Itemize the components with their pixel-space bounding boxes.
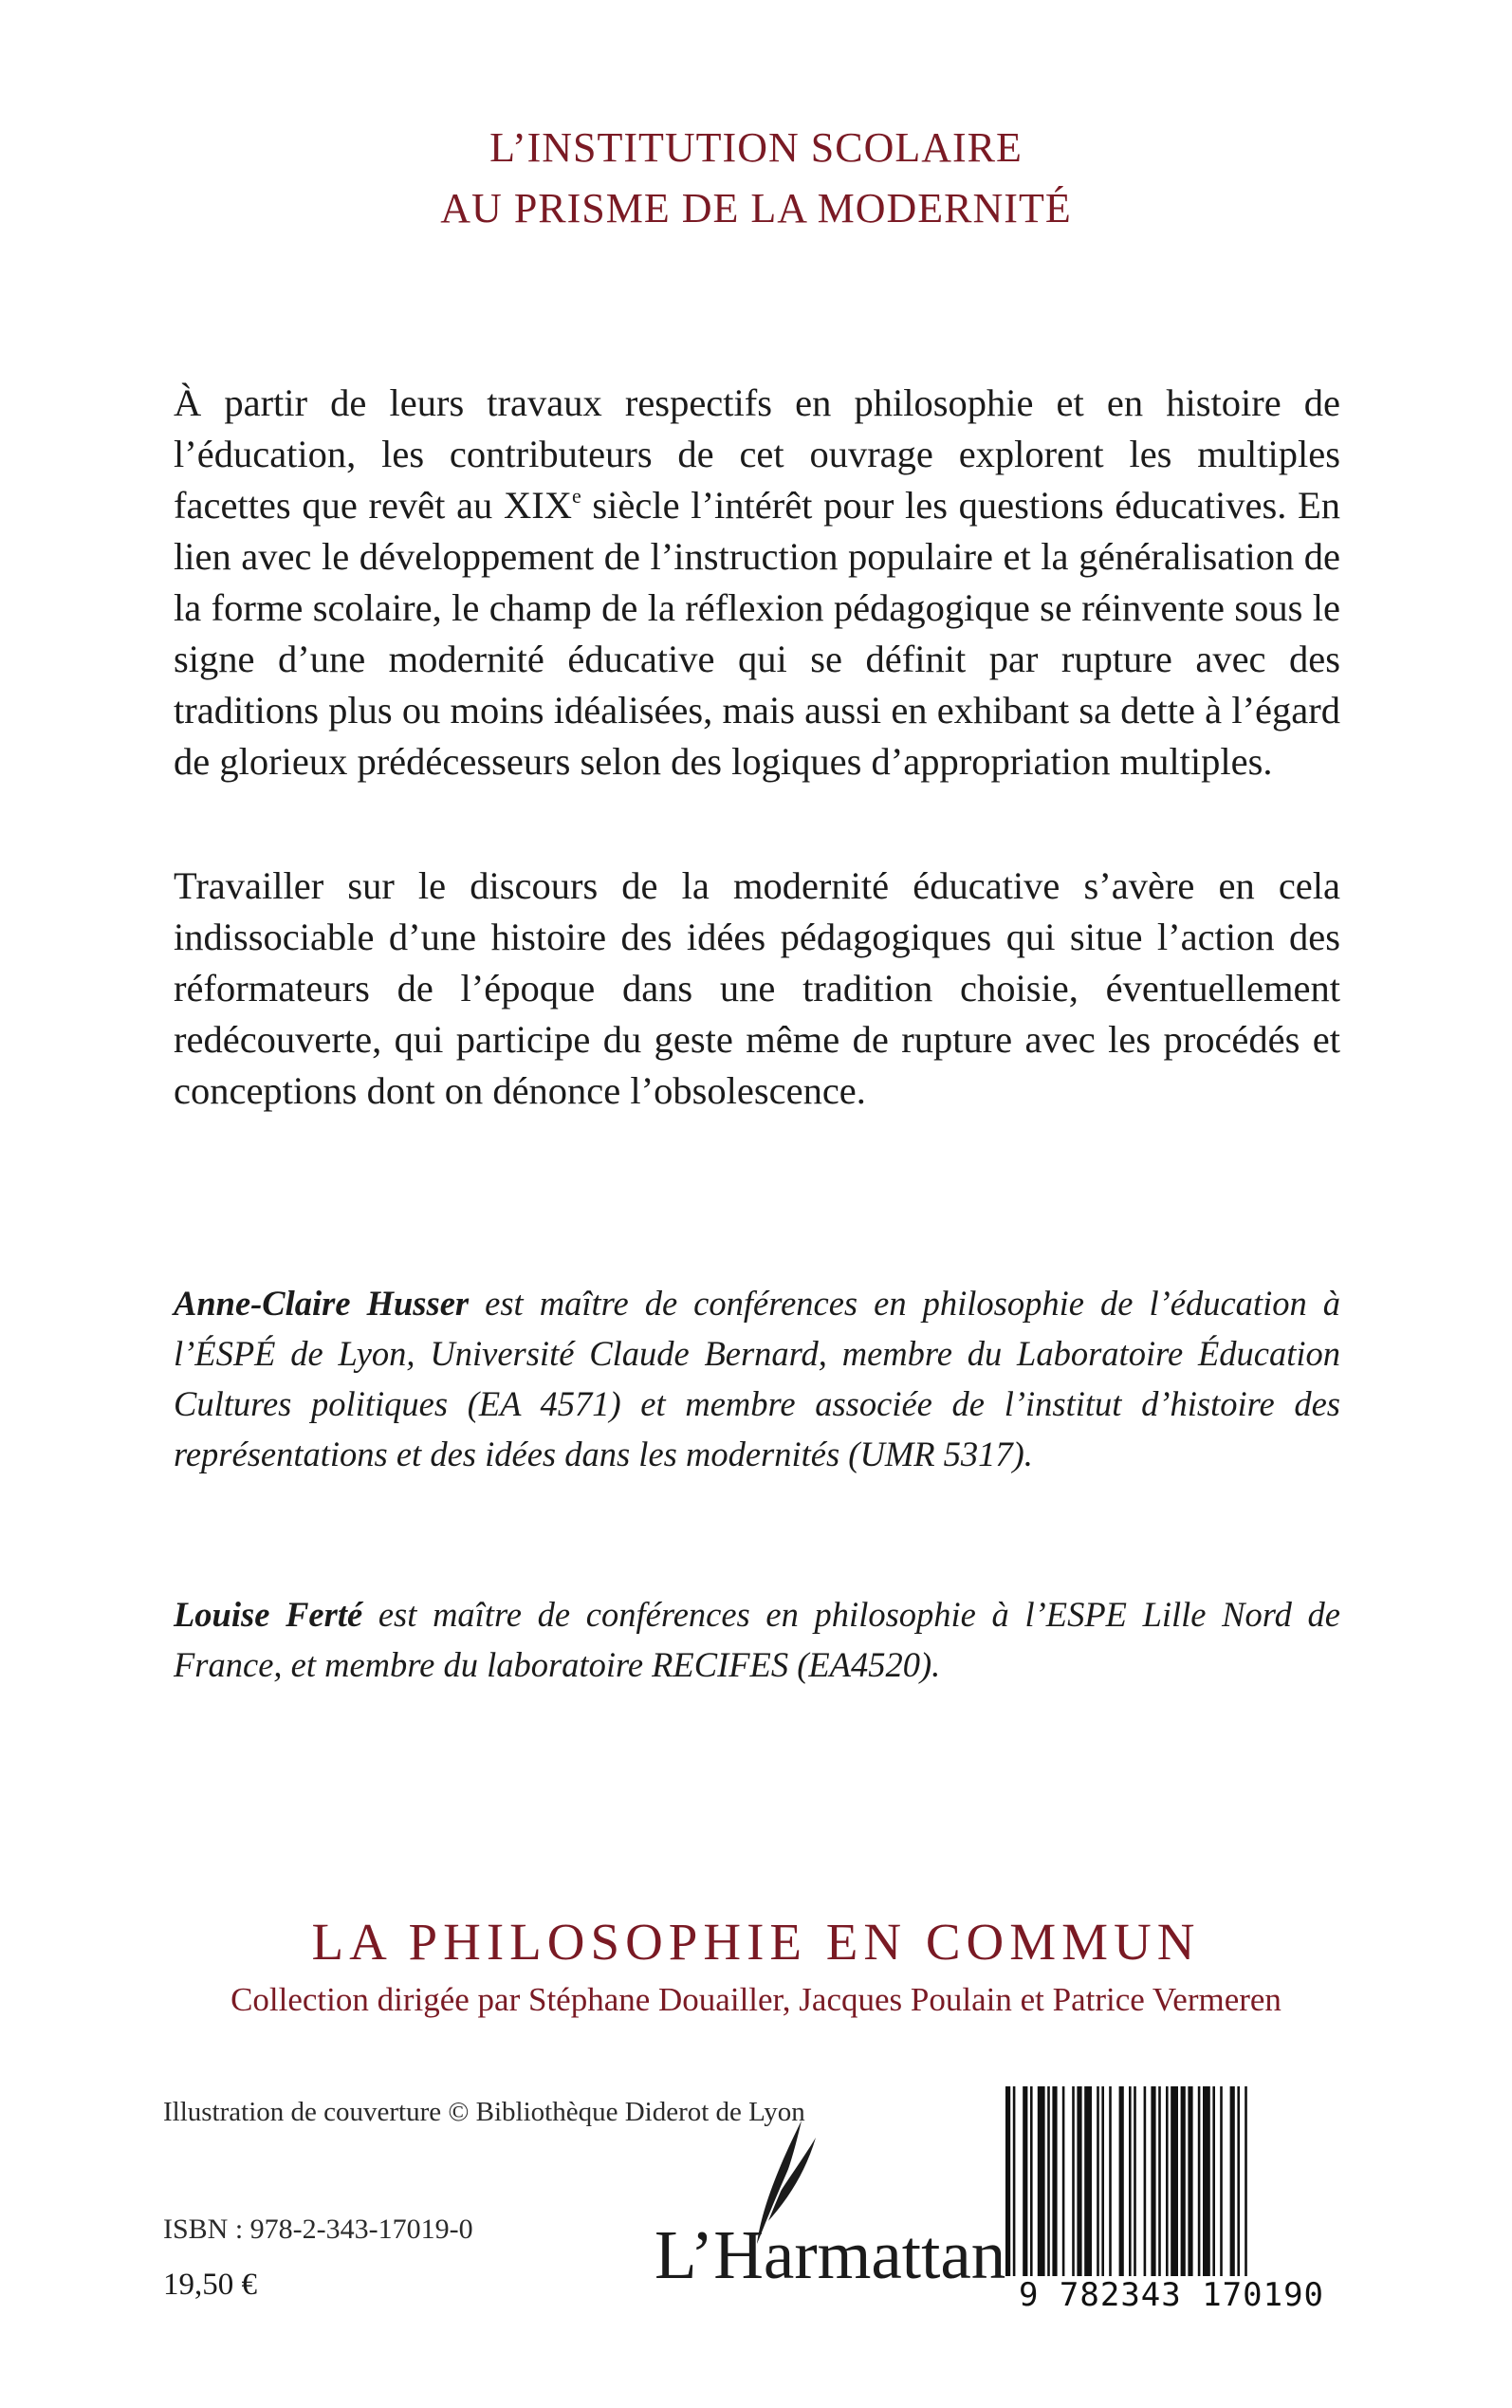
barcode-bar: [1237, 2086, 1240, 2276]
barcode-bar: [1198, 2086, 1201, 2276]
author-name-2: Louise Ferté: [174, 1595, 363, 1634]
cover-illustration-credit: Illustration de couverture © Bibliothèque Diderot de Lyon: [163, 2097, 805, 2127]
barcode-bar: [1134, 2086, 1136, 2276]
barcode-bar: [1052, 2086, 1057, 2276]
barcode-bar: [1097, 2086, 1099, 2276]
author-name-1: Anne-Claire Husser: [174, 1284, 470, 1323]
barcode-bar: [1062, 2086, 1065, 2276]
summary-p1-end: siècle l’intérêt pour les questions éducatives. En lien avec le développement de l’instruction populaire et la généralisation de la forme scolaire, le champ de la réflexion pédagogique se réinvente sous le signe d’une modernité éducative qui se définit par rupture avec des traditions plus ou moins idéalisées, mais aussi en exhibant sa dette à l’égard de glorieux prédécesseurs selon des logiques d’appropriation multiples.: [174, 484, 1341, 783]
barcode-bar: [1023, 2086, 1027, 2276]
author-bio-text-1: est maître de conférences en philosophie de l’éducation à l’ÉSPÉ de Lyon, Université Claude Bernard, membre du Laboratoire Éducation Cultures politiques (EA 4571) et membre associée de l’institut d’histoire des représentations et des idées dans les modernités (UMR 5317).: [174, 1284, 1340, 1473]
barcode: [1002, 2086, 1341, 2319]
barcode-bar: [1166, 2086, 1169, 2276]
barcode-bar: [1158, 2086, 1161, 2276]
barcode-bar: [1109, 2086, 1112, 2276]
price: 19,50 €: [163, 2268, 257, 2302]
publisher-logo: [655, 2111, 1006, 2310]
barcode-bar: [1203, 2086, 1210, 2276]
publisher-name: L’Harmattan: [655, 2216, 1006, 2293]
barcode-bar: [1084, 2086, 1092, 2276]
barcode-bar: [1072, 2086, 1075, 2276]
barcode-bar: [1144, 2086, 1147, 2276]
barcode-bar: [1119, 2086, 1124, 2276]
barcode-bar: [1151, 2086, 1155, 2276]
series-title: LA PHILOSOPHIE EN COMMUN: [311, 1913, 1201, 1971]
barcode-bar: [1038, 2086, 1045, 2276]
century-superscript: e: [571, 484, 581, 508]
series-editors: Collection dirigée par Stéphane Douailler, Jacques Poulain et Patrice Vermeren: [230, 1981, 1282, 2018]
barcode-bar: [1030, 2086, 1033, 2276]
barcode-bar: [1230, 2086, 1235, 2276]
barcode-bar: [1013, 2086, 1016, 2276]
book-title-line-2: AU PRISME DE LA MODERNITÉ: [440, 185, 1072, 232]
summary-paragraph-1: [174, 378, 1340, 787]
book-title-line-1: L’INSTITUTION SCOLAIRE: [489, 124, 1023, 171]
summary-paragraph-2: Travailler sur le discours de la modernité éducative s’avère en cela indissociable d’une histoire des idées pédagogiques qui situe l’action des réformateurs de l’époque dans une tradition choisie, éventuellement redécouverte, qui participe du geste même de rupture avec les procédés et conceptions dont on dénonce l’obsolescence.: [174, 864, 1340, 1112]
barcode-bar: [1101, 2086, 1104, 2276]
author-bio-1: [174, 1278, 1340, 1479]
barcode-bar: [1171, 2086, 1178, 2276]
author-bio-text-2: est maître de conférences en philosophie à l’ESPE Lille Nord de France, et membre du laboratoire RECIFES (EA4520).: [174, 1595, 1341, 1684]
isbn: ISBN : 978-2-343-17019-0: [163, 2214, 473, 2245]
barcode-bar: [1188, 2086, 1192, 2276]
barcode-bar: [1220, 2086, 1223, 2276]
summary-p1-start: À partir de leurs travaux respectifs en philosophie et en histoire de l’éducation, les contributeurs de cet ouvrage explorent les multiples facettes que revêt au XIX: [174, 381, 1340, 527]
author-bio-2: [174, 1589, 1340, 1690]
barcode-bar: [1047, 2086, 1050, 2276]
barcode-bar: [1212, 2086, 1215, 2276]
barcode-bar: [1245, 2086, 1247, 2276]
barcode-bar: [1181, 2086, 1186, 2276]
barcode-bar: [1005, 2086, 1010, 2276]
barcode-digits: 9 782343 170190: [1018, 2276, 1325, 2314]
barcode-bar: [1129, 2086, 1132, 2276]
barcode-icon: [1002, 2086, 1341, 2276]
barcode-bar: [1077, 2086, 1081, 2276]
